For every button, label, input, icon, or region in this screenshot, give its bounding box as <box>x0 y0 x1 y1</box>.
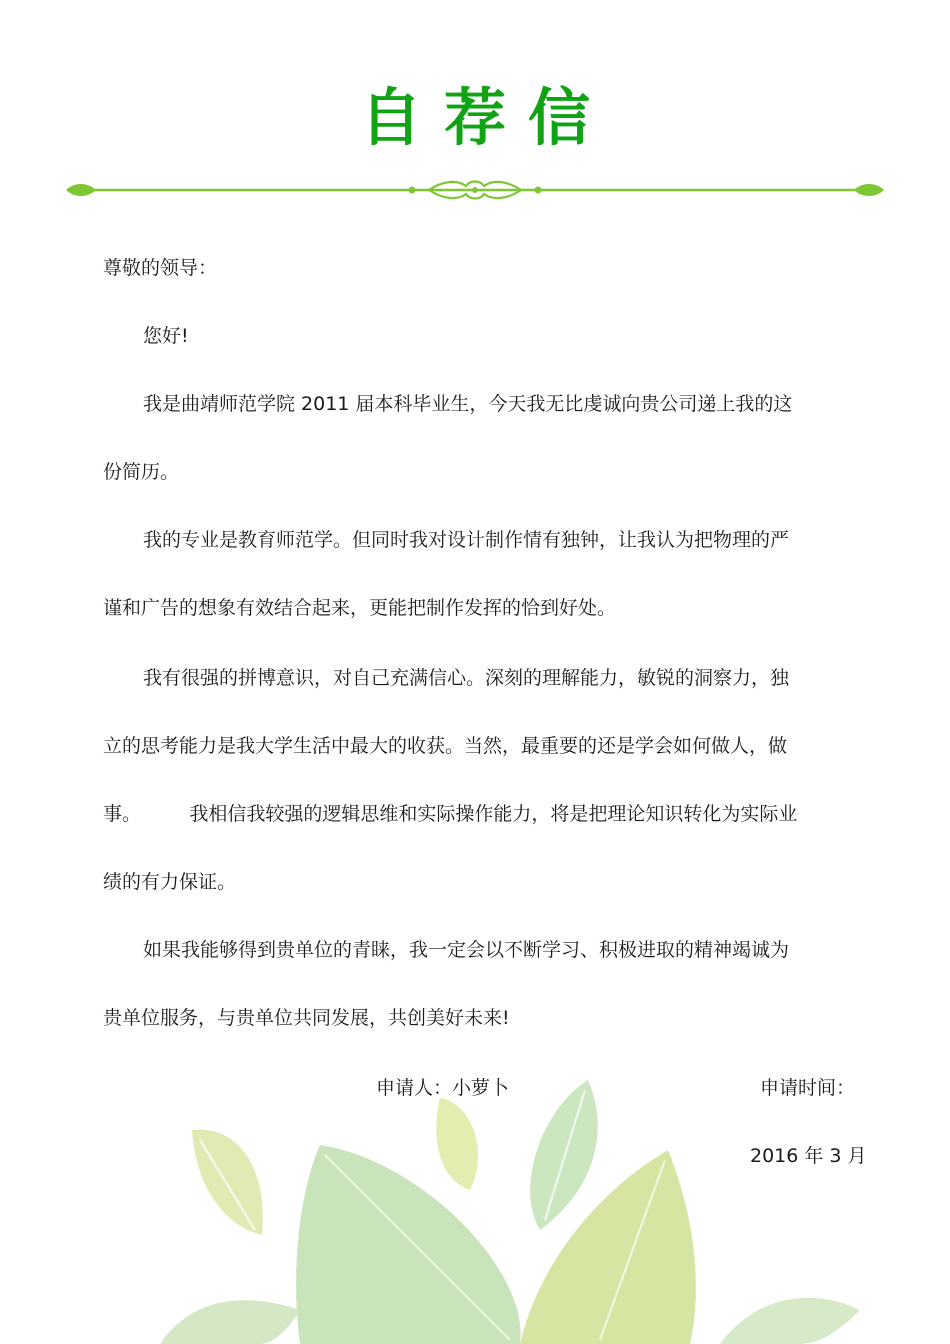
paragraph-3-line-2: 立的思考能力是我大学生活中最大的收获。当然，最重要的还是学会如何做人，做 <box>103 735 788 757</box>
paragraph-2-line-2: 谨和广告的想象有效结合起来，更能把制作发挥的恰到好处。 <box>103 597 617 619</box>
greeting: 尊敬的领导： <box>103 257 218 279</box>
applicant-name: 申请人：小萝卜 <box>376 1077 510 1099</box>
ornamental-divider <box>66 172 884 208</box>
paragraph-2-line-1: 我的专业是教育师范学。但同时我对设计制作情有独钟，让我认为把物理的严 <box>143 529 790 551</box>
paragraph-4-line-1: 如果我能够得到贵单位的青睐，我一定会以不断学习、积极进取的精神竭诚为 <box>143 939 790 961</box>
application-date: 2016 年 3 月 <box>750 1145 867 1167</box>
paragraph-3-line-3: 事。 我相信我较强的逻辑思维和实际操作能力，将是把理论知识转化为实际业 <box>103 803 798 825</box>
application-time-label: 申请时间： <box>760 1077 856 1099</box>
paragraph-3-line-1: 我有很强的拼博意识，对自己充满信心。深刻的理解能力，敏锐的洞察力，独 <box>143 667 790 689</box>
salutation: 您好! <box>143 325 189 347</box>
paragraph-1-line-1: 我是曲靖师范学院 2011 届本科毕业生，今天我无比虔诚向贵公司递上我的这 <box>143 393 793 415</box>
paragraph-3-line-4: 绩的有力保证。 <box>103 871 237 893</box>
paragraph-4-line-2: 贵单位服务，与贵单位共同发展，共创美好未来! <box>103 1007 510 1029</box>
letter-title: 自荐信 <box>359 81 612 154</box>
paragraph-1-line-2: 份简历。 <box>103 461 180 483</box>
